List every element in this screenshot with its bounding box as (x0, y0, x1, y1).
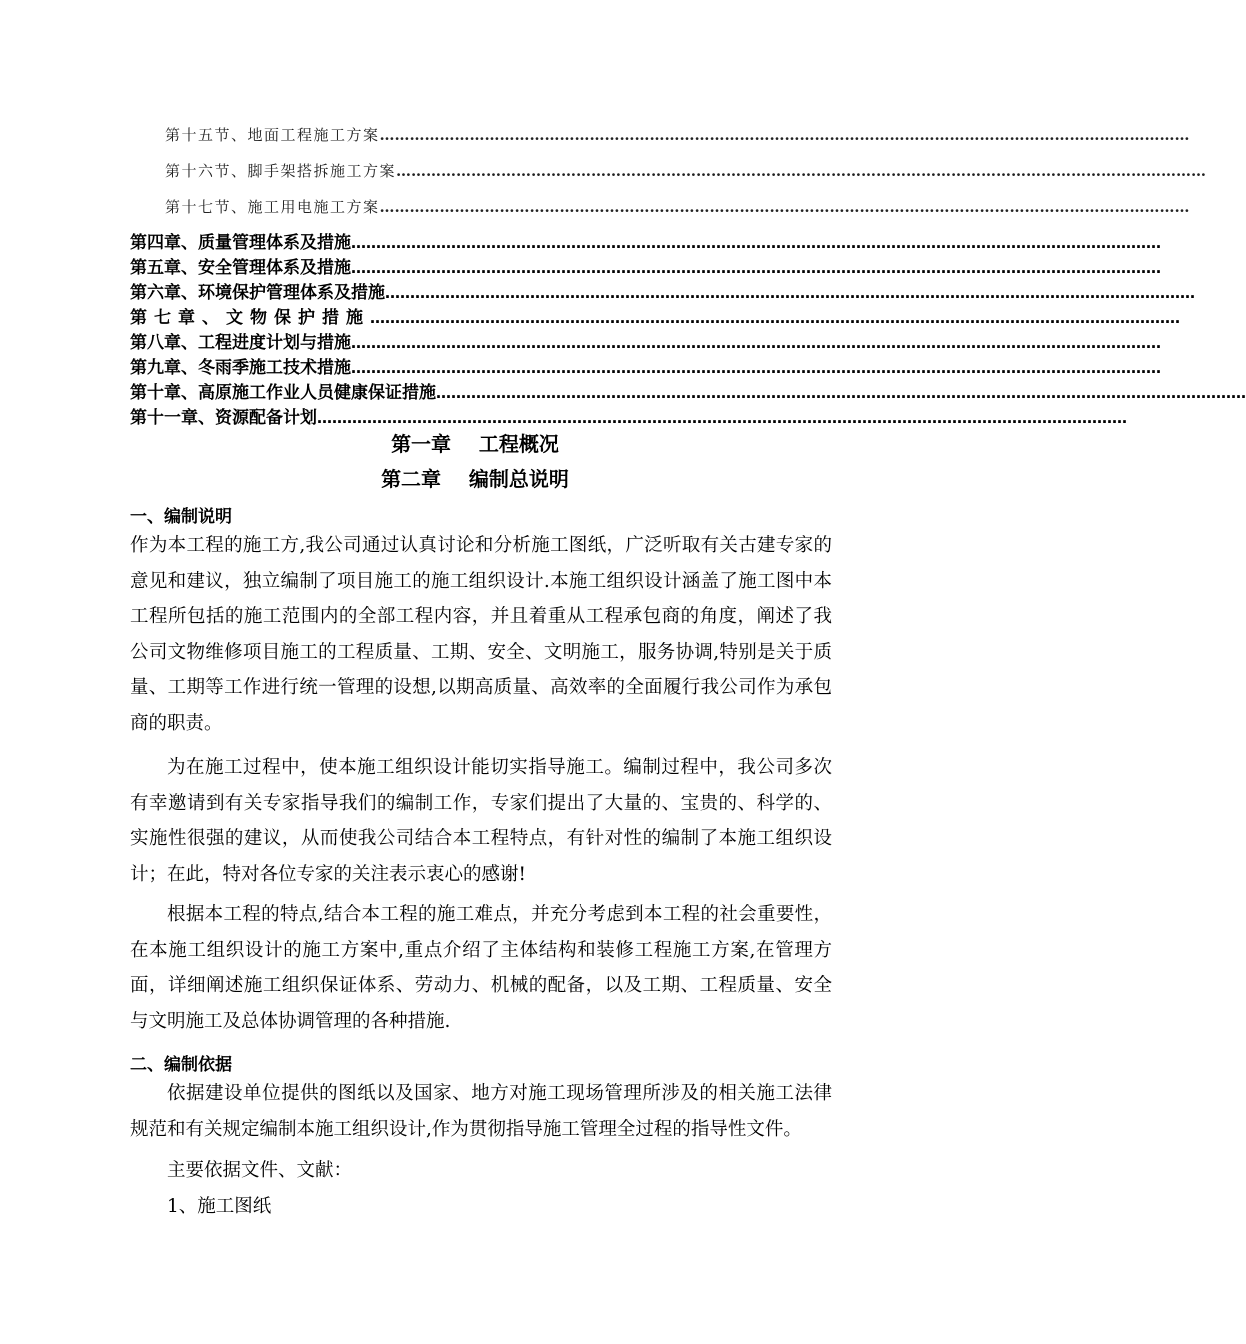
toc-chapter-label: 第十一章、资源配备计划 (130, 408, 317, 428)
toc-chapter-entry[interactable] (130, 253, 1161, 278)
toc-leader-dots: ……………………………………………………………………………………………………………………………………………… (351, 334, 1161, 352)
toc-chapter-label: 第十章、高原施工作业人员健康保证措施 (130, 383, 436, 403)
toc-leader-dots: ……………………………………………………………………………………………………………………………………………… (370, 309, 1180, 327)
toc-leader-dots: ……………………………………………………………………………………………………………………………………………… (379, 126, 1190, 144)
toc-entry[interactable] (165, 160, 1207, 181)
toc-entry[interactable] (165, 196, 1190, 217)
toc-chapter-label: 第六章、环境保护管理体系及措施 (130, 283, 385, 303)
toc-leader-dots: ……………………………………………………………………………………………………………………………………………… (396, 162, 1207, 180)
list-intro: 主要依据文件、文献： (167, 1160, 353, 1181)
toc-chapter-label: 第九章、冬雨季施工技术措施 (130, 358, 351, 378)
toc-chapter-entry[interactable] (130, 228, 1161, 253)
toc-leader-dots: ……………………………………………………………………………………………………………………………………………… (436, 384, 1246, 402)
toc-chapter-entry[interactable] (130, 278, 1195, 303)
toc-chapter-label: 第五章、安全管理体系及措施 (130, 258, 351, 278)
body-paragraph: 作为本工程的施工方,我公司通过认真讨论和分析施工图纸，广泛听取有关古建专家的意见和建议，独立编制了项目施工的施工组织设计.本施工组织设计涵盖了施工图中本工程所包括的施工范围内的全部工程内容，并且着重从工程承包商的角度，阐述了我公司文物维修项目施工的工程质量、工期、安全、文明施工，服务协调,特别是关于质量、工期等工作进行统一管理的设想,以期高质量、高效率的全面履行我公司作为承包商的职责。 (130, 535, 832, 734)
toc-chapter-entry[interactable] (130, 303, 1180, 328)
chapter-title: 第二章 编制总说明 (381, 467, 569, 491)
toc-chapter-entry[interactable] (130, 378, 1246, 403)
toc-leader-dots: ……………………………………………………………………………………………………………………………………………… (351, 259, 1161, 277)
body-paragraph: 根据本工程的特点,结合本工程的施工难点，并充分考虑到本工程的社会重要性，在本施工组织设计的施工方案中,重点介绍了主体结构和装修工程施工方案,在管理方面，详细阐述施工组织保证体系、劳动力、机械的配备，以及工期、工程质量、安全与文明施工及总体协调管理的各种措施. (130, 904, 832, 1032)
toc-leader-dots: ……………………………………………………………………………………………………………………………………………… (351, 359, 1161, 377)
toc-chapter-label: 第四章、质量管理体系及措施 (130, 233, 351, 253)
toc-chapter-entry[interactable] (130, 403, 1127, 428)
toc-chapter-entry[interactable] (130, 328, 1161, 353)
toc-leader-dots: ……………………………………………………………………………………………………………………………………………… (351, 234, 1161, 252)
toc-chapter-label: 第七章、文物保护措施 (130, 308, 370, 328)
body-paragraph: 依据建设单位提供的图纸以及国家、地方对施工现场管理所涉及的相关施工法律规范和有关规定编制本施工组织设计,作为贯彻指导施工管理全过程的指导性文件。 (130, 1083, 832, 1140)
toc-chapter-entry[interactable] (130, 353, 1161, 378)
section-heading: 二、编制依据 (130, 1055, 232, 1075)
toc-entry-label: 第十五节、地面工程施工方案 (165, 126, 380, 144)
toc-leader-dots: ……………………………………………………………………………………………………………………………………………… (385, 284, 1195, 302)
section-heading: 一、编制说明 (130, 507, 232, 527)
toc-leader-dots: ……………………………………………………………………………………………………………………………………………… (317, 409, 1127, 427)
toc-entry-label: 第十六节、脚手架搭拆施工方案 (165, 162, 397, 180)
list-item: 1、施工图纸 (167, 1196, 272, 1217)
toc-entry-label: 第十七节、施工用电施工方案 (165, 198, 380, 216)
chapter-title: 第一章 工程概况 (391, 432, 559, 456)
toc-chapter-label: 第八章、工程进度计划与措施 (130, 333, 351, 353)
body-paragraph: 为在施工过程中，使本施工组织设计能切实指导施工。编制过程中，我公司多次有幸邀请到有关专家指导我们的编制工作，专家们提出了大量的、宝贵的、科学的、实施性很强的建议，从而使我公司结合本工程特点，有针对性的编制了本施工组织设计；在此，特对各位专家的关注表示衷心的感谢! (130, 757, 832, 885)
toc-leader-dots: ……………………………………………………………………………………………………………………………………………… (379, 198, 1190, 216)
toc-entry[interactable] (165, 124, 1190, 145)
